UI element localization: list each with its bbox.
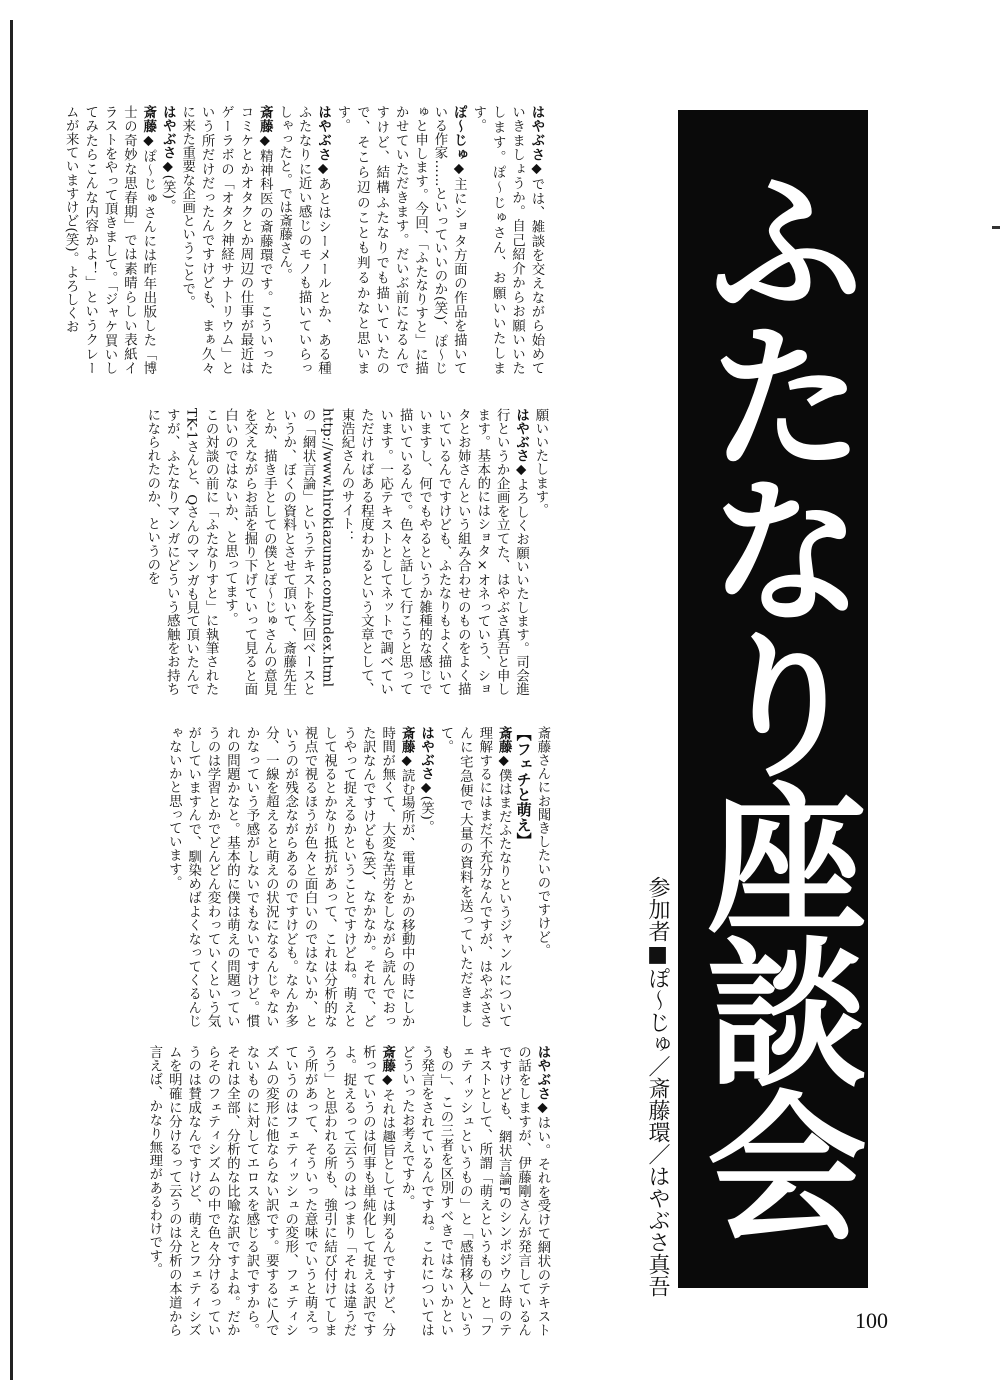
speaker-label: ぽ〜じゅ◆: [451, 105, 467, 178]
paragraph: [468, 105, 546, 375]
paragraph: [61, 105, 158, 375]
paragraph: [531, 408, 550, 696]
speaker-label: はやぶさ◆: [315, 105, 331, 178]
paragraph-text: では、雑談を交えながら始めていきましょうか。自己紹介からお願いいたします。ぽ〜じゅさん、お願いいたします。: [470, 105, 544, 375]
paragraph-text: よろしくお願いいたします。司会進行というか企画を立てた、はやぶさ真吾と申します。基本的にはショタ×オネっていう、ショタとお姉さんという組み合わせのものをよく描いているんですけども、ふたなりもよく描いていますし、何でもやるというか雑種的な感じで描いているんで。色々と話して行こうと思っています。一応テキストとしてネットで調べていただければある程度わかるという文章として、東浩紀さんのサイト：: [338, 408, 529, 696]
paragraph: [397, 1045, 552, 1337]
paragraph-text: 主にショタ方面の作品を描いている作家……といっていいのか(笑)、ぽ〜じゅと申します。今回、「ふたなりすと」に描かせていただきます。だいぶ前になるんですけど、結構ふたなりでも描いていたので、そこら辺のことも判るかなと思います。: [334, 105, 467, 375]
paragraph-text: あとはシーメールとか、ある種ふたなりに近い感じのモノも描いていらっしゃったと。では斎藤さん。: [276, 105, 331, 375]
title-banner: [678, 110, 868, 1288]
paragraph: [220, 408, 336, 696]
paragraph-text: (笑)。: [418, 795, 434, 834]
speaker-label: はやぶさ◆: [160, 105, 176, 175]
speaker-label: はやぶさ◆: [513, 408, 529, 478]
paragraph-text: 【フェチと萌え】: [514, 726, 533, 848]
paragraph: [274, 105, 332, 375]
paragraph: [158, 105, 177, 375]
crop-mark: [992, 226, 1000, 229]
paragraph-text: 精神科医の斎藤環です。こういったコミケとかオタクとか周辺の仕事が最近はゲーラボの「オタク神経サナトリウム」という所だけだったんですけども、まぁ久々に来た重要な企画ということで。: [179, 105, 273, 375]
paragraph-text: 願いいたします。: [533, 408, 548, 517]
paragraph: [436, 726, 514, 1028]
paragraph-text: この対談の前に「ふたなりすと」に執筆されたTK-1さんと、Qさんのマンガも見て頂いたんですが、ふたなりマンガにどういう感触をお持ちになられたのか、というのを: [144, 408, 219, 696]
text-block-top-left: [88, 408, 550, 696]
page-number: 100: [855, 1308, 888, 1333]
text-block-middle: [166, 726, 552, 1028]
paragraph-text: 読む場所が、電車とかの移動中の時にしか時間が無くて、大変な苦労をしながら読んでおった訳なんですけども(笑)、なかなか。それで、どうやって捉えるかということですけどね。萌えとして視るとかなり抵抗があって、これは分析的な視点で視るほうが色々と面白いのではないか、というのが残念ながらあるのですけども。なんか多分、一線を超えると萌えの状況になるんじゃないかなっていう予感がしないでもないですけど。慣れの問題かなと。基本的に僕は萌えの問題っていうのは学習とかでどんどん変わっていくという気がしていますんで、馴染めばよくなってくるんじゃないかと思っています。: [166, 726, 415, 1028]
text-block-top-right: [63, 105, 546, 375]
speaker-label: はやぶさ◆: [529, 105, 544, 178]
speaker-label: 斎藤◆: [140, 105, 156, 150]
speaker-label: 斎藤◆: [379, 1045, 395, 1089]
page-binding-edge: [10, 20, 13, 1380]
paragraph: [333, 105, 469, 375]
speaker-label: 斎藤◆: [496, 726, 512, 769]
speaker-label: はやぶさ◆: [418, 726, 434, 796]
participants-line: 参加者■ぽ〜じゅ／斎藤環／はやぶさ真吾: [645, 876, 670, 1297]
speaker-label: 斎藤◆: [399, 726, 415, 769]
speaker-label: はやぶさ◆: [535, 1045, 550, 1116]
paragraph-text: それは趣旨としては判るんですけど、分析っていうのは何事も単純化して捉える訳ですよ。捉えるって云うのはつまり「それは違うだろう」と思われる所も、強引に結び付けてしまう所があって、そういった意味でいうと萌えっていうのはフェティッシュの変形、フェティシズムの変形に他ならない訳です。要するに人でないものに対してエロスを感じる訳ですから。それは全部、分析的な比喩な訳ですよね。だからそのフェティシズムの中で色々分けるっていうのは賛成なんですけど、萌えとフェティシズムを明確に分けるって云うのは分析の本道から言えば、かなり無理があるわけです。: [146, 1045, 395, 1337]
paragraph-text: はい。それを受けて網状のテキストの話をしますが、伊藤剛さんが発言しているんですけども、網状言論Fのシンポジウム時のテキストとして、所謂「萌えというもの」と「フェティッシュというもの」と「感情移入というもの」、この三者を区別すべきではないかという発言をされているんですね。これについてはどういったお考えですか。: [399, 1045, 550, 1337]
page-title: ふたなり座談会: [680, 160, 867, 1238]
paragraph: [142, 408, 220, 696]
paragraph: [416, 726, 435, 1028]
paragraph-text: http://www.hirokiazuma.com/index.html の「網状言論」というテキストを今回ベースというか、ぼくの資料とさせて頂いて、斎藤先生とか、描き手としての僕とぽ〜じゅさんの意見を交えながらお話を掘り下げていって見ると面白いのではないか、と思ってます。: [222, 408, 335, 696]
section-heading: [513, 726, 532, 1028]
paragraph: [164, 726, 416, 1028]
paragraph-text: 僕はまだふたなりというジャンルについて理解するにはまだ不充分なんですが、はやぶささんに宅急便で大量の資料を送っていただきまして。: [437, 726, 512, 1028]
paragraph-text: 斎藤さんにお聞きしたいのですけど。: [535, 726, 550, 958]
paragraph: [144, 1045, 396, 1337]
text-block-bottom: [146, 1045, 552, 1337]
speaker-label: 斎藤◆: [257, 105, 273, 150]
paragraph: [337, 408, 531, 696]
paragraph: [533, 726, 552, 1028]
paragraph-text: ぽ〜じゅさんには昨年出版した「博士の奇妙な思春期」では素晴らしい表紙イラストをやって頂きまして。「ジャケ買いしてみたらこんな内容かよ！」というクレームが来ていますけど(笑)。よろしくお: [63, 105, 156, 375]
paragraph: [177, 105, 274, 375]
paragraph-text: (笑)。: [160, 174, 176, 213]
